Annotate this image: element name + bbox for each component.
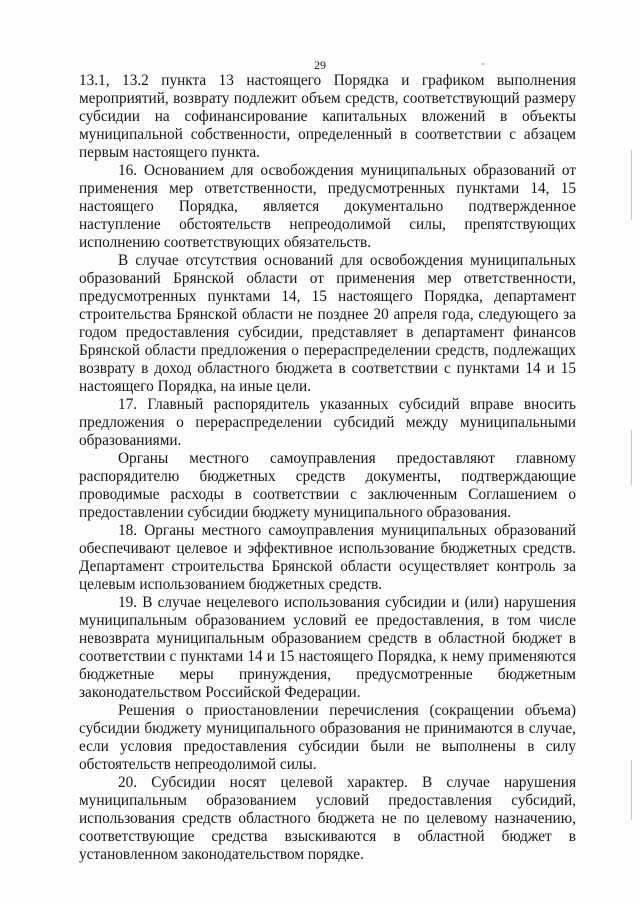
- paragraph-20: 20. Субсидии носят целевой характер. В случае нарушения муниципальным образованием условий предоставления субсидий, использования средств областного бюджета не по целевому назначению, соответствующие средства взыскиваются в областной бюджет в установленном законодательством порядке.: [79, 774, 576, 863]
- paragraph-17: 17. Главный распорядитель указанных субсидий вправе вносить предложения о перераспределении субсидий между муниципальными образованиями.: [79, 396, 576, 449]
- scan-edge-mark-lower: [631, 760, 632, 820]
- scan-edge-mark-middle: [631, 430, 632, 485]
- scan-edge-mark-upper: [631, 150, 632, 220]
- paragraph-continuation: 13.1, 13.2 пункта 13 настоящего Порядка и графиком выполнения мероприятий, возврату подлежит объем средств, соответствующий размеру субсидии на софинансирование капитальных вложений в объекты муниципальной собственности, определенный в соответствии с абзацем первым настоящего пункта.: [79, 72, 576, 161]
- paragraph-19: 19. В случае нецелевого использования субсидии и (или) нарушения муниципальным образованием условий ее предоставления, в том числе невозврата муниципальным образованием средств в областной бюджет в соответствии с пунктами 14 и 15 настоящего Порядка, к нему применяются бюджетные меры принуждения, предусмотренные бюджетным законодательством Российской Федерации.: [79, 594, 576, 701]
- paragraph-16-absence-of-grounds: В случае отсутствия оснований для освобождения муниципальных образований Брянской области от применения мер ответственности, предусмотренных пунктами 14, 15 настоящего Порядка, департамент строительства Брянской области не позднее 20 апреля года, следующего за годом предоставления субсидии, представляет в департамент финансов Брянской области предложения о перераспределении средств, подлежащих возврату в доход областного бюджета в соответствии с пунктами 14 и 15 настоящего Порядка, на иные цели.: [79, 252, 576, 395]
- scan-speck: [482, 63, 484, 65]
- page-number: 29: [314, 58, 326, 72]
- paragraph-18: 18. Органы местного самоуправления муниципальных образований обеспечивают целевое и эффективное использование бюджетных средств. Департамент строительства Брянской области осуществляет контроль за целевым использованием бюджетных средств.: [79, 522, 576, 593]
- paragraph-16: 16. Основанием для освобождения муниципальных образований от применения мер ответственности, предусмотренных пунктами 14, 15 настоящего Порядка, является документально подтвержденное наступление обстоятельств непреодолимой силы, препятствующих исполнению соответствующих обязательств.: [79, 162, 576, 251]
- paragraph-17-local-authorities: Органы местного самоуправления предоставляют главному распорядителю бюджетных средств документы, подтверждающие проводимые расходы в соответствии с заключенным Соглашением о предоставлении субсидии бюджету муниципального образования.: [79, 450, 576, 521]
- document-body: [79, 72, 576, 864]
- paragraph-19-suspension-decisions: Решения о приостановлении перечисления (сокращении объема) субсидии бюджету муниципального образования не принимаются в случае, если условия предоставления субсидии были не выполнены в силу обстоятельств непреодолимой силы.: [79, 702, 576, 773]
